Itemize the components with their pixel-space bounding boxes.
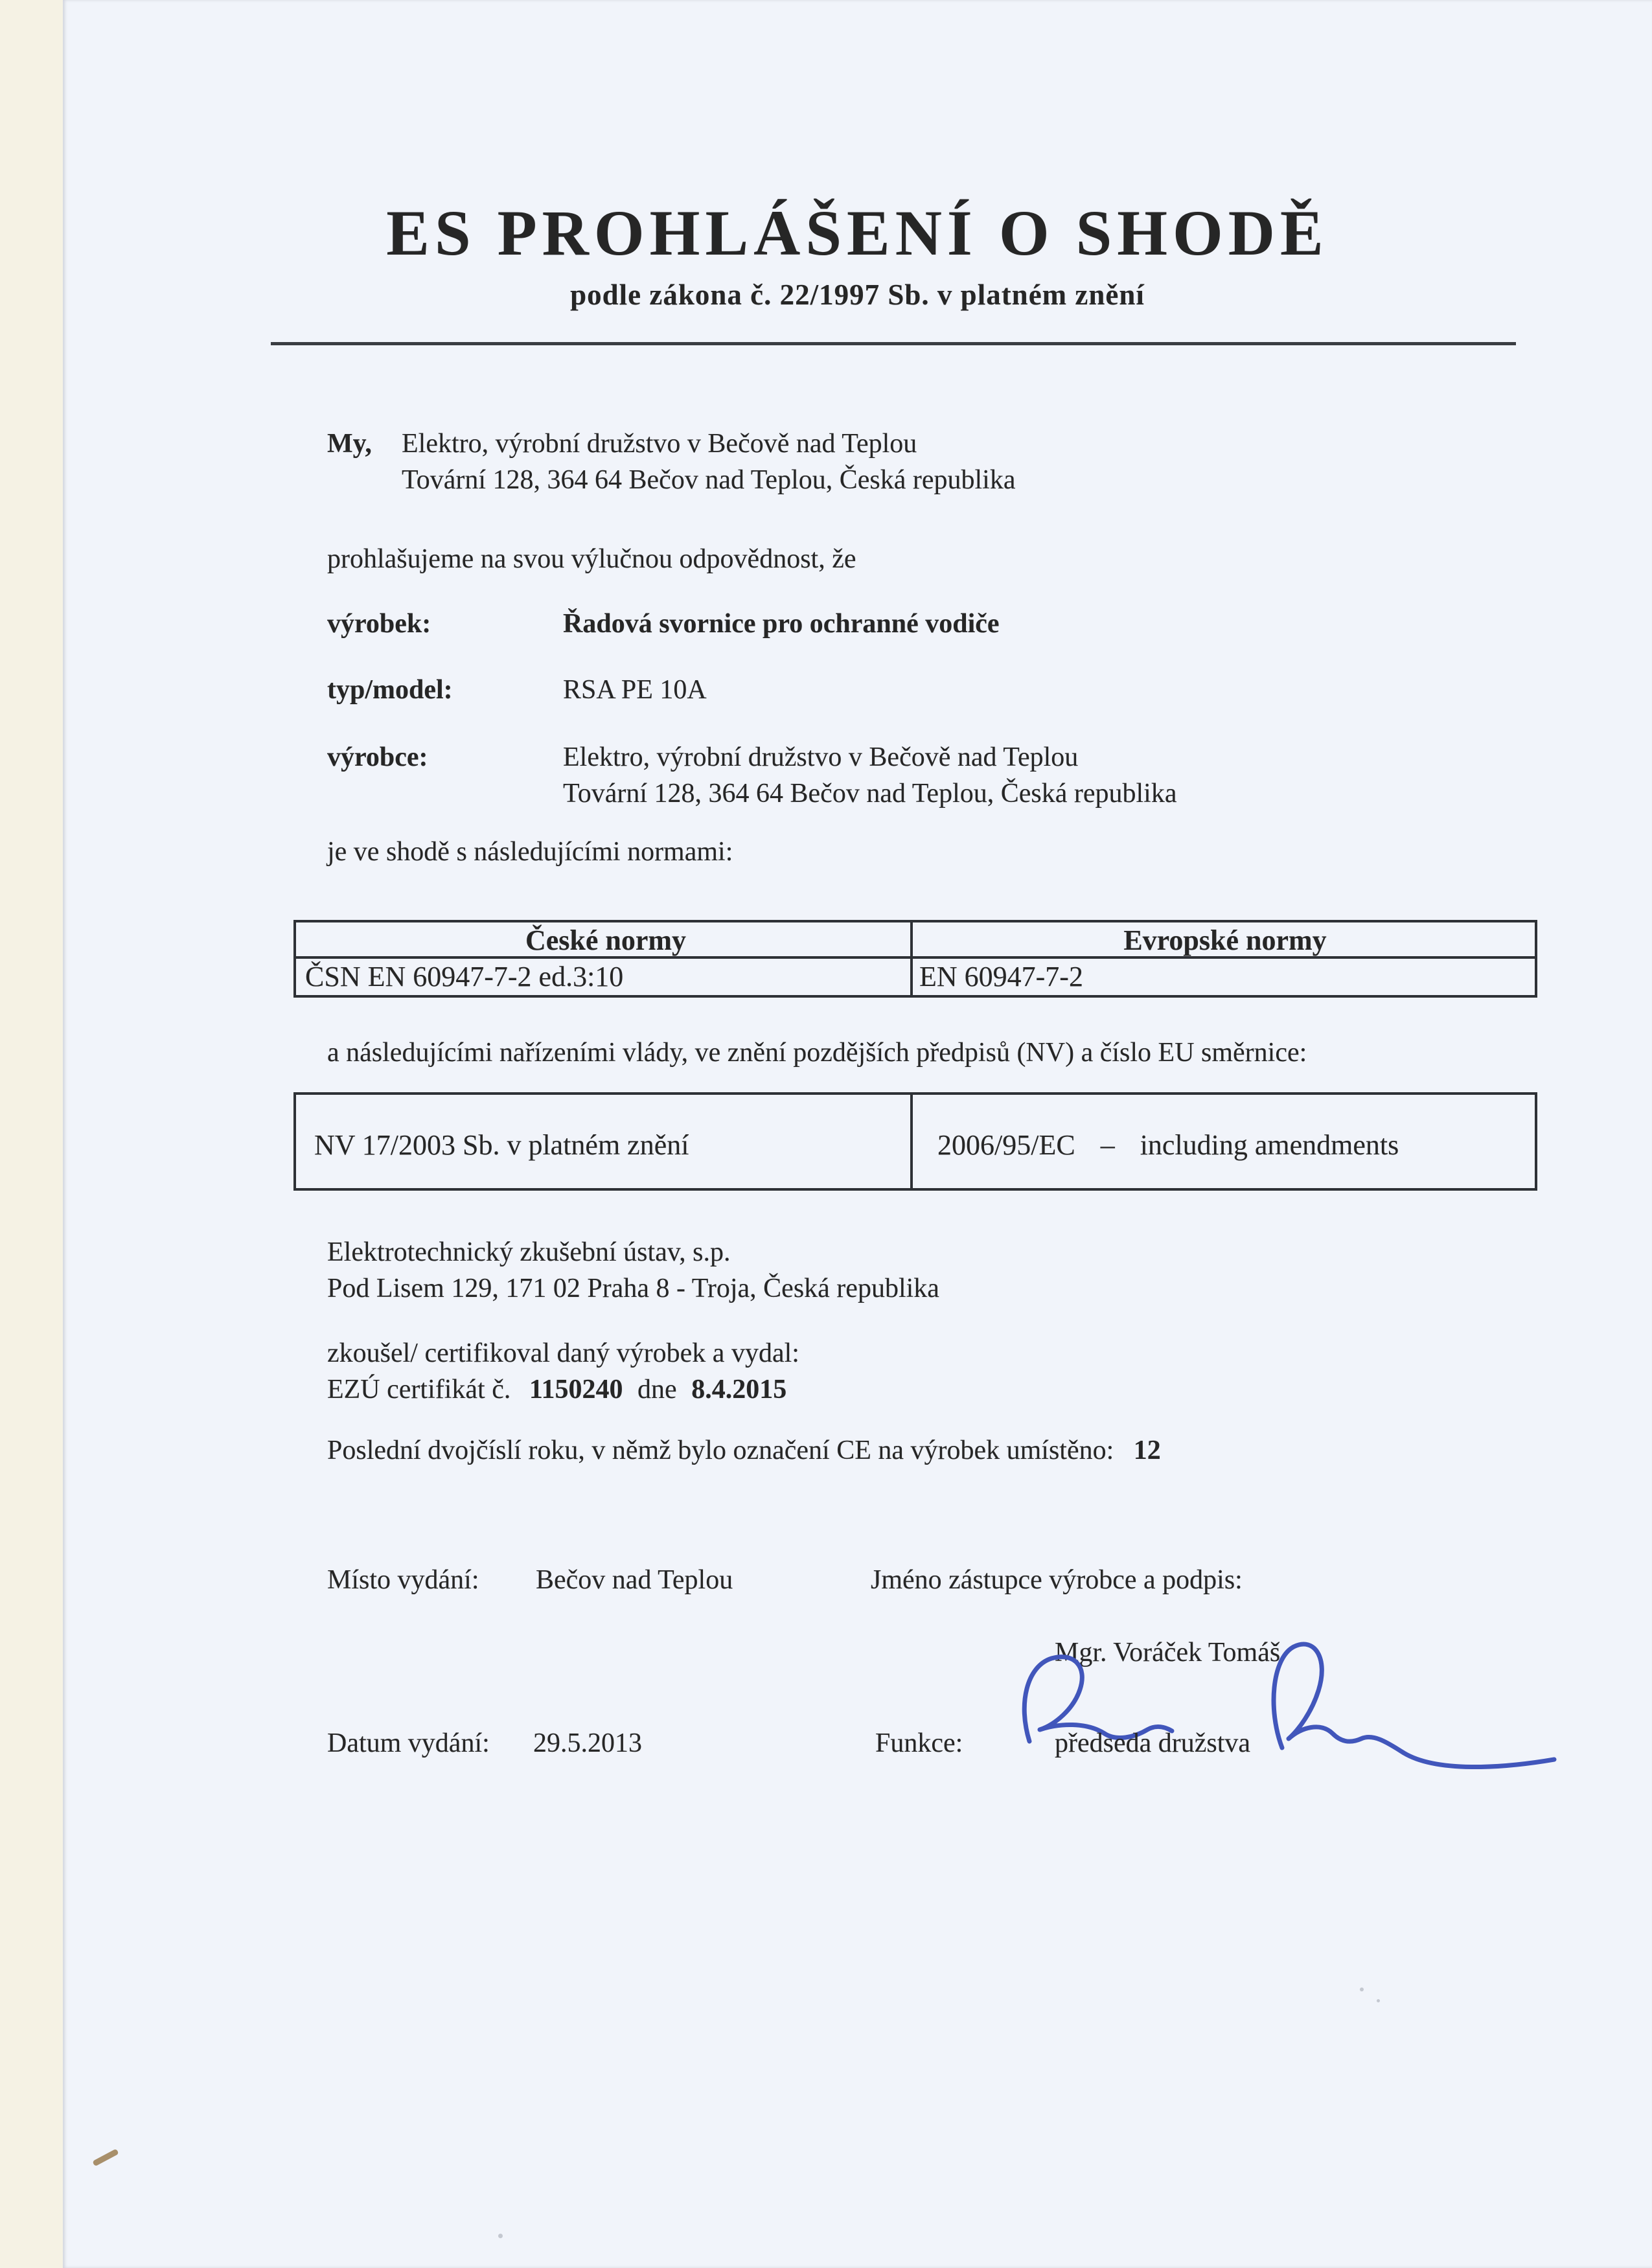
standards-row-czech-value: ČSN EN 60947-7-2 ed.3:10 [305,961,624,992]
type-model-label: typ/model: [327,675,453,705]
paper-sheet [63,0,1652,2268]
manufacturer-label: výrobce: [327,742,428,772]
ce-marking-line [327,1434,1161,1467]
regulations-intro: a následujícími nařízeními vlády, ve znění pozdějších předpisů (NV) a číslo EU směrnice: [327,1038,1307,1068]
declarant-name: Elektro, výrobní družstvo v Bečově nad Teplou [402,429,917,459]
certificate-line [327,1373,786,1406]
eu-directive-note: including amendments [1140,1129,1399,1161]
testing-body-name: Elektrotechnický zkušební ústav, s.p. [327,1237,731,1267]
manufacturer-name: Elektro, výrobní družstvo v Bečově nad Teplou [563,742,1079,772]
issue-place-value: Bečov nad Teplou [536,1565,733,1595]
scan-speck-right [1360,1987,1364,1991]
certificate-prefix: EZÚ certifikát č. [327,1375,511,1404]
scan-speck-right-2 [1377,1999,1380,2002]
eu-directive-dash: – [1100,1129,1115,1161]
scan-speck-bottom [498,2234,503,2238]
declarant-label: My, [327,429,372,459]
standards-header-czech: České normy [525,924,687,956]
issue-date-value: 29.5.2013 [533,1728,642,1758]
ce-marking-text: Poslední dvojčíslí roku, v němž bylo označení CE na výrobek umístěno: [327,1436,1114,1465]
standards-table [293,920,1537,998]
manufacturer-address: Tovární 128, 364 64 Bečov nad Teplou, Česká republika [563,779,1177,808]
regulations-right-cell [937,1128,1399,1162]
certification-statement: zkoušel/ certifikoval daný výrobek a vydal: [327,1338,799,1368]
regulations-left-cell: NV 17/2003 Sb. v platném znění [314,1129,689,1161]
function-label: Funkce: [875,1728,963,1758]
certificate-number: 1150240 [529,1375,623,1404]
pencil-mark-artifact [92,2149,119,2167]
testing-body-address: Pod Lisem 129, 171 02 Praha 8 - Troja, Česká republika [327,1274,939,1303]
certificate-date: 8.4.2015 [691,1375,787,1404]
eu-directive-code: 2006/95/EC [937,1129,1075,1161]
function-value: předseda družstva [1055,1728,1251,1758]
ce-marking-year: 12 [1133,1436,1161,1465]
title-divider-rule [271,342,1516,345]
product-label: výrobek: [327,609,431,639]
issue-place-label: Místo vydání: [327,1565,479,1595]
standards-row-european-value: EN 60947-7-2 [919,961,1083,992]
document-title: ES PROHLÁŠENÍ O SHODĚ [386,197,1329,269]
declarant-address: Tovární 128, 364 64 Bečov nad Teplou, Česká republika [402,465,1016,495]
standards-header-european: Evropské normy [1123,924,1327,956]
regulations-table-column-divider [910,1095,913,1188]
issue-date-label: Datum vydání: [327,1728,490,1758]
representative-label: Jméno zástupce výrobce a podpis: [871,1565,1243,1595]
representative-name: Mgr. Voráček Tomáš [1055,1638,1281,1667]
standards-intro: je ve shodě s následujícími normami: [327,837,733,867]
type-model-value: RSA PE 10A [563,675,707,705]
declaration-statement: prohlašujeme na svou výlučnou odpovědnost, že [327,544,856,574]
product-value: Řadová svornice pro ochranné vodiče [563,609,1000,639]
document-subtitle: podle zákona č. 22/1997 Sb. v platném znění [570,279,1145,311]
regulations-table [293,1092,1537,1191]
certificate-date-word: dne [637,1375,677,1404]
